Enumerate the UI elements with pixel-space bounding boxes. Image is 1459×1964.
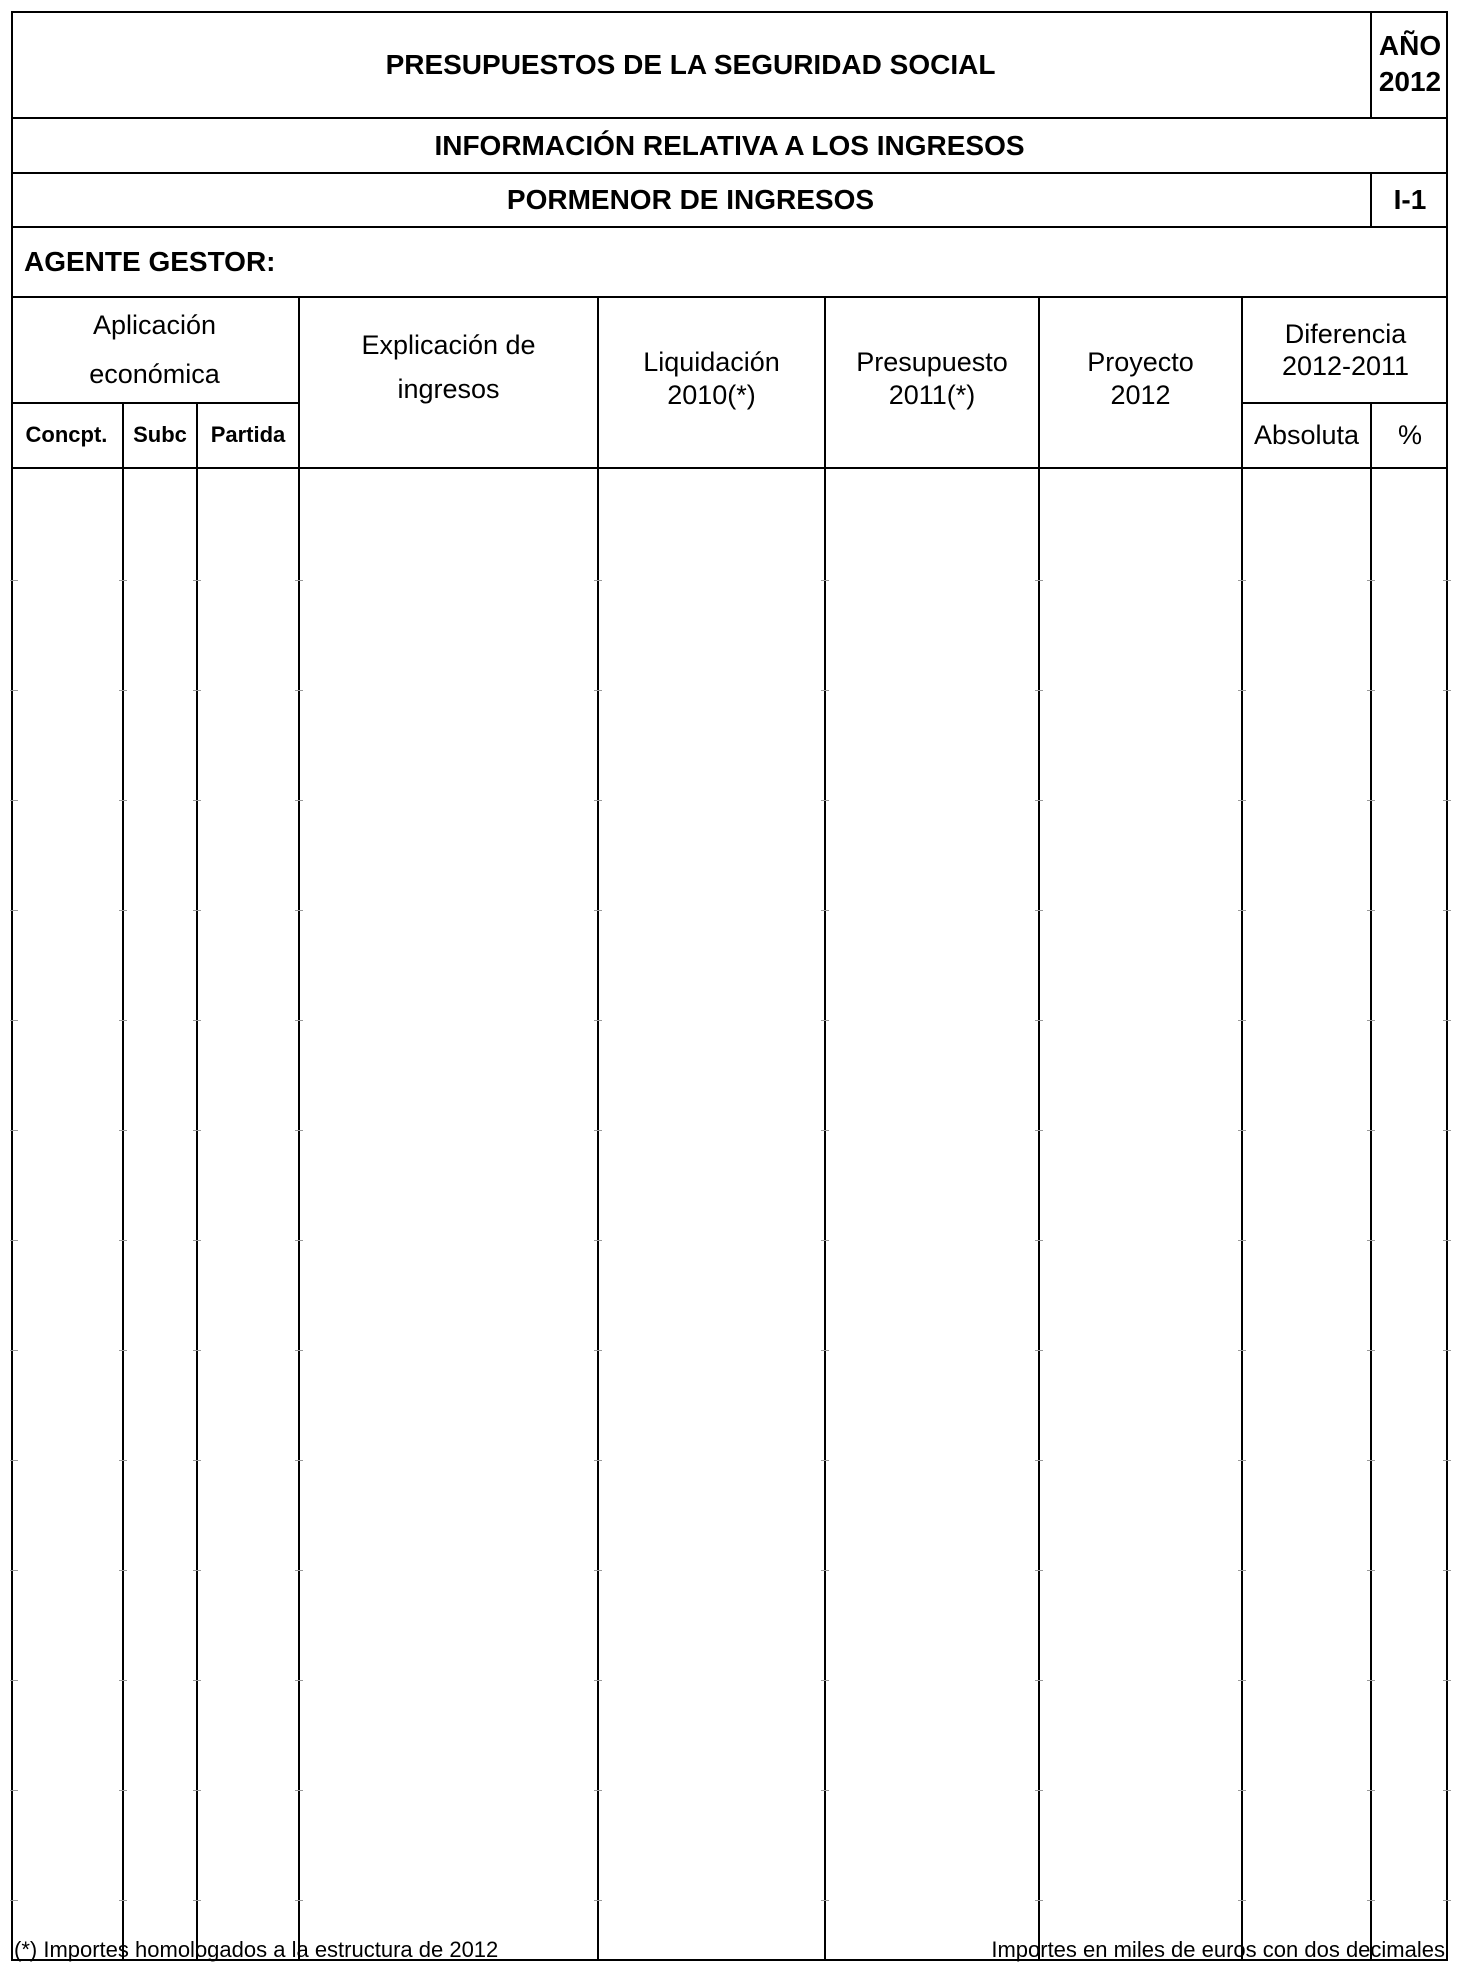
row-tick	[119, 910, 127, 911]
row-tick	[193, 580, 201, 581]
row-tick	[821, 1350, 829, 1351]
row-tick	[119, 1790, 127, 1791]
col-concepto: Concpt.	[25, 422, 108, 448]
col-proyecto: Proyecto 2012	[1087, 347, 1194, 410]
year-label: AÑO	[1378, 30, 1442, 62]
divider-liquidacion	[824, 296, 826, 1961]
row-tick	[821, 690, 829, 691]
subtitle: INFORMACIÓN RELATIVA A LOS INGRESOS	[434, 129, 1025, 161]
row-tick	[1443, 1350, 1451, 1351]
row-tick	[1443, 1240, 1451, 1241]
row-tick	[821, 1020, 829, 1021]
row-tick	[1035, 1240, 1043, 1241]
row-tick	[193, 1350, 201, 1351]
agent-label: AGENTE GESTOR:	[24, 246, 276, 278]
row-tick	[821, 580, 829, 581]
row-tick	[1443, 1020, 1451, 1021]
row-tick	[1367, 1680, 1375, 1681]
row-tick	[10, 800, 18, 801]
row-tick	[10, 1460, 18, 1461]
section-title: PORMENOR DE INGRESOS	[506, 184, 875, 216]
row-tick	[1367, 1460, 1375, 1461]
row-tick	[1238, 690, 1246, 691]
row-tick	[193, 800, 201, 801]
row-tick	[119, 1240, 127, 1241]
row-tick	[1367, 580, 1375, 581]
row-tick	[119, 1680, 127, 1681]
row-tick	[119, 690, 127, 691]
row-tick	[1367, 800, 1375, 801]
form-title: PRESUPUESTOS DE LA SEGURIDAD SOCIAL	[385, 49, 996, 81]
row-tick	[1443, 1130, 1451, 1131]
row-tick	[1443, 1790, 1451, 1791]
footnote: (*) Importes homologados a la estructura de 2012	[14, 1937, 499, 1962]
row-tick	[10, 580, 18, 581]
row-tick	[1238, 580, 1246, 581]
row-tick	[193, 690, 201, 691]
row-tick	[1238, 1350, 1246, 1351]
row-tick	[594, 910, 602, 911]
row-tick	[1035, 1790, 1043, 1791]
row-tick	[1238, 800, 1246, 801]
row-tick	[594, 1900, 602, 1901]
row-tick	[119, 1130, 127, 1131]
row-tick	[1035, 1130, 1043, 1131]
row-tick	[1443, 1570, 1451, 1571]
row-tick	[1035, 690, 1043, 691]
row-tick	[1238, 910, 1246, 911]
row-tick	[1367, 1570, 1375, 1571]
row-tick	[193, 1900, 201, 1901]
row-tick	[193, 1790, 201, 1791]
row-tick	[1238, 1680, 1246, 1681]
row-tick	[821, 1680, 829, 1681]
row-tick	[1367, 1240, 1375, 1241]
row-tick	[821, 1130, 829, 1131]
row-tick	[10, 1020, 18, 1021]
row-tick	[193, 1130, 201, 1131]
col-explicacion: Explicación de ingresos	[361, 330, 536, 404]
row-tick	[119, 580, 127, 581]
row-tick	[821, 1900, 829, 1901]
row-tick	[10, 1790, 18, 1791]
row-tick	[295, 580, 303, 581]
row-tick	[1035, 1350, 1043, 1351]
row-tick	[10, 910, 18, 911]
divider-concpt	[122, 402, 124, 1961]
row-tick	[1443, 800, 1451, 801]
row-tick	[1367, 1900, 1375, 1901]
row-tick	[1035, 1020, 1043, 1021]
col-diferencia: Diferencia 2012-2011	[1281, 318, 1410, 381]
row-tick	[193, 1570, 201, 1571]
row-tick	[1238, 1570, 1246, 1571]
row-tick	[594, 1130, 602, 1131]
row-tick	[594, 1460, 602, 1461]
row-tick	[1367, 690, 1375, 691]
row-tick	[295, 1570, 303, 1571]
row-tick	[594, 1240, 602, 1241]
row-tick	[295, 1020, 303, 1021]
divider-partida	[298, 296, 300, 1961]
row-tick	[821, 910, 829, 911]
row-tick	[1035, 580, 1043, 581]
row-tick	[193, 910, 201, 911]
row-tick	[193, 1460, 201, 1461]
row-tick	[10, 1570, 18, 1571]
row-tick	[10, 1680, 18, 1681]
row-tick	[1367, 1350, 1375, 1351]
row-tick	[1443, 1460, 1451, 1461]
row-tick	[594, 800, 602, 801]
row-tick	[1367, 1130, 1375, 1131]
row-tick	[821, 1460, 829, 1461]
row-tick	[1238, 1790, 1246, 1791]
row-tick	[193, 1240, 201, 1241]
row-tick	[1443, 1680, 1451, 1681]
divider-explicacion	[597, 296, 599, 1961]
row-tick	[193, 1020, 201, 1021]
row-tick	[119, 1570, 127, 1571]
row-tick	[295, 1680, 303, 1681]
units-note: Importes en miles de euros con dos decimales	[991, 1937, 1445, 1962]
row-tick	[193, 1680, 201, 1681]
row-tick	[1238, 1130, 1246, 1131]
year-value: 2012	[1378, 66, 1442, 98]
row-tick	[1238, 1900, 1246, 1901]
row-tick	[10, 690, 18, 691]
row-tick	[1367, 1790, 1375, 1791]
row-tick	[594, 1350, 602, 1351]
row-tick	[1238, 1020, 1246, 1021]
divider-subc	[196, 402, 198, 1961]
row-tick	[821, 1240, 829, 1241]
row-tick	[295, 1130, 303, 1131]
row-tick	[1367, 1020, 1375, 1021]
row-tick	[1443, 580, 1451, 581]
row-tick	[594, 1680, 602, 1681]
row-tick	[119, 1020, 127, 1021]
row-tick	[119, 1460, 127, 1461]
row-tick	[295, 910, 303, 911]
row-tick	[295, 1790, 303, 1791]
col-subconcepto: Subc	[133, 422, 187, 448]
row-tick	[1238, 1240, 1246, 1241]
row-tick	[295, 1460, 303, 1461]
row-tick	[1238, 1460, 1246, 1461]
col-porcentaje: %	[1397, 420, 1422, 451]
row-tick	[295, 690, 303, 691]
row-tick	[821, 1790, 829, 1791]
row-tick	[1035, 1460, 1043, 1461]
row-tick	[1035, 910, 1043, 911]
row-tick	[1443, 910, 1451, 911]
row-tick	[295, 1900, 303, 1901]
row-tick	[1035, 1570, 1043, 1571]
row-tick	[295, 1240, 303, 1241]
row-tick	[1367, 910, 1375, 911]
col-presupuesto: Presupuesto 2011(*)	[856, 347, 1008, 410]
row-tick	[594, 690, 602, 691]
row-tick	[821, 1570, 829, 1571]
row-tick	[1443, 1900, 1451, 1901]
row-tick	[119, 1350, 127, 1351]
col-partida: Partida	[210, 422, 286, 448]
row-tick	[1035, 800, 1043, 801]
row-tick	[1035, 1900, 1043, 1901]
row-tick	[821, 800, 829, 801]
divider-proyecto	[1241, 296, 1243, 1961]
row-tick	[1443, 690, 1451, 691]
divider-presupuesto	[1038, 296, 1040, 1961]
row-tick	[594, 580, 602, 581]
row-tick	[10, 1900, 18, 1901]
col-aplicacion-economica: Aplicación económica	[89, 310, 220, 389]
row-tick	[119, 800, 127, 801]
divider-absoluta	[1370, 402, 1372, 1961]
row-tick	[10, 1240, 18, 1241]
row-tick	[295, 800, 303, 801]
col-absoluta: Absoluta	[1253, 420, 1360, 451]
section-code: I-1	[1393, 184, 1427, 216]
row-tick	[1035, 1680, 1043, 1681]
row-tick	[594, 1020, 602, 1021]
row-tick	[594, 1790, 602, 1791]
row-tick	[10, 1350, 18, 1351]
row-tick	[10, 1130, 18, 1131]
row-tick	[295, 1350, 303, 1351]
col-liquidacion: Liquidación 2010(*)	[643, 347, 780, 410]
rule-below-column-headers	[11, 467, 1448, 469]
row-tick	[119, 1900, 127, 1901]
row-tick	[594, 1570, 602, 1571]
